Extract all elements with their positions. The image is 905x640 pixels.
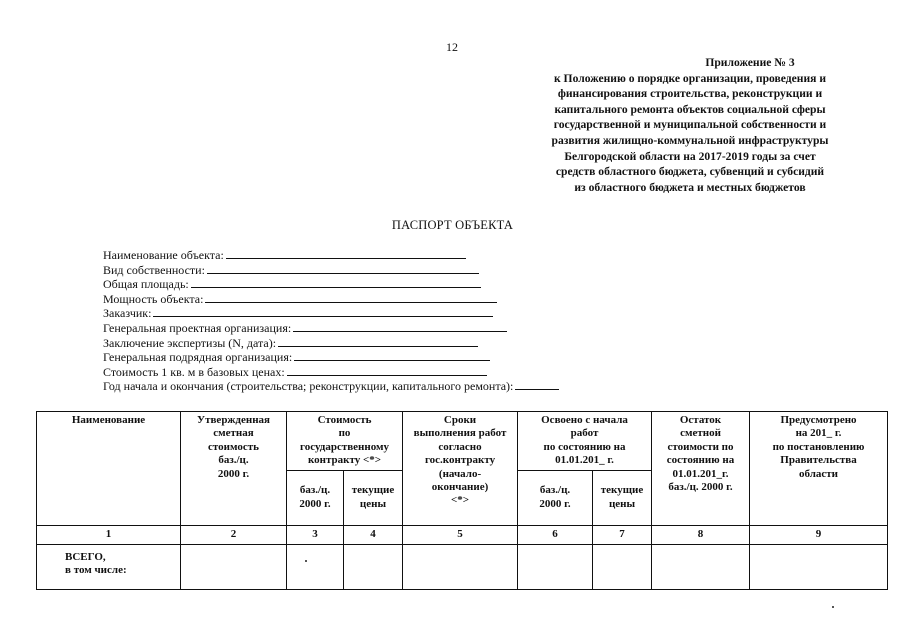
field-design-org bbox=[103, 321, 559, 336]
total-row bbox=[37, 544, 888, 589]
column-number: 2 bbox=[181, 525, 287, 544]
header-terms: Сроки выполнения работ согласно гос.контракту (начало- окончание) <*> bbox=[403, 412, 518, 526]
header-remainder: Остаток сметной стоимости по состоянию на 01.01.201_г. баз./ц. 2000 г. bbox=[652, 412, 750, 526]
appendix-line: средств областного бюджета, субвенций и субсидий bbox=[555, 165, 825, 179]
field-label: Генеральная подрядная организация: bbox=[103, 350, 293, 365]
fill-line[interactable] bbox=[191, 277, 481, 288]
appendix-title: Приложение № 3 bbox=[705, 56, 795, 69]
appendix-line: из областного бюджета и местных бюджетов bbox=[574, 180, 806, 194]
field-label: Мощность объекта: bbox=[103, 291, 204, 306]
fill-line[interactable] bbox=[207, 263, 479, 274]
header-approved-cost: Утвержденная сметная стоимость баз./ц. 2000 г. bbox=[181, 412, 287, 526]
column-number: 7 bbox=[593, 525, 652, 544]
header-mastered-current: текущие цены bbox=[593, 470, 652, 525]
field-label: Стоимость 1 кв. м в базовых ценах: bbox=[103, 364, 285, 379]
field-label: Генеральная проектная организация: bbox=[103, 320, 292, 335]
table-cell[interactable] bbox=[287, 544, 344, 589]
table-cell[interactable] bbox=[750, 544, 888, 589]
header-row bbox=[37, 412, 888, 471]
field-sqm-cost bbox=[103, 365, 559, 380]
field-label: Вид собственности: bbox=[103, 262, 205, 277]
table-cell[interactable] bbox=[181, 544, 287, 589]
appendix-line: Белгородской области на 2017-2019 годы за счет bbox=[564, 149, 816, 163]
table-cell[interactable] bbox=[403, 544, 518, 589]
object-fields bbox=[103, 248, 559, 394]
total-label: ВСЕГО, в том числе: bbox=[37, 544, 181, 589]
appendix-line: развития жилищно-коммунальной инфраструктуры bbox=[551, 133, 829, 147]
field-label: Заказчик: bbox=[103, 306, 152, 321]
appendix-block bbox=[520, 55, 860, 195]
header-contract-cost: Стоимость по государственному контракту <*> bbox=[287, 412, 403, 471]
header-mastered: Освоено с начала работ по состоянию на 01.01.201_ г. bbox=[518, 412, 652, 471]
table-cell[interactable] bbox=[593, 544, 652, 589]
fill-line[interactable] bbox=[293, 321, 507, 332]
fill-line[interactable] bbox=[294, 350, 490, 361]
page-number: 12 bbox=[446, 40, 458, 54]
column-number: 8 bbox=[652, 525, 750, 544]
scan-speck bbox=[832, 606, 834, 608]
header-contract-base: баз./ц. 2000 г. bbox=[287, 470, 344, 525]
fill-line[interactable] bbox=[205, 292, 497, 303]
document-title: ПАСПОРТ ОБЪЕКТА bbox=[391, 218, 514, 232]
appendix-line: государственной и муниципальной собственности и bbox=[553, 118, 827, 132]
fill-line[interactable] bbox=[278, 336, 478, 347]
field-ownership bbox=[103, 263, 559, 278]
column-number: 4 bbox=[344, 525, 403, 544]
field-capacity bbox=[103, 292, 559, 307]
fill-line[interactable] bbox=[515, 379, 559, 390]
fill-line[interactable] bbox=[287, 365, 487, 376]
field-label: Наименование объекта: bbox=[103, 248, 224, 262]
appendix-line: финансирования строительства, реконструкции и bbox=[557, 87, 823, 101]
field-years bbox=[103, 379, 559, 394]
header-mastered-base: баз./ц. 2000 г. bbox=[518, 470, 593, 525]
column-number: 6 bbox=[518, 525, 593, 544]
table-cell[interactable] bbox=[518, 544, 593, 589]
field-contractor bbox=[103, 350, 559, 365]
fill-line[interactable] bbox=[153, 306, 493, 317]
header-name: Наименование bbox=[37, 412, 181, 526]
appendix-line: капитального ремонта объектов социальной сферы bbox=[554, 102, 826, 116]
column-number: 5 bbox=[403, 525, 518, 544]
field-label: Общая площадь: bbox=[103, 277, 189, 292]
column-number: 9 bbox=[750, 525, 888, 544]
field-label: Год начала и окончания (строительства; реконструкции, капитального ремонта): bbox=[103, 379, 514, 394]
table-cell[interactable] bbox=[344, 544, 403, 589]
column-number: 3 bbox=[287, 525, 344, 544]
column-number: 1 bbox=[37, 525, 181, 544]
passport-table bbox=[36, 411, 888, 590]
scan-speck bbox=[305, 560, 307, 562]
field-label: Заключение экспертизы (N, дата): bbox=[103, 335, 277, 350]
fill-line[interactable] bbox=[226, 248, 466, 259]
field-customer bbox=[103, 306, 559, 321]
table-cell[interactable] bbox=[652, 544, 750, 589]
appendix-line: к Положению о порядке организации, проведения и bbox=[553, 71, 827, 85]
field-object-name bbox=[103, 248, 559, 263]
field-total-area bbox=[103, 277, 559, 292]
header-planned: Предусмотрено на 201_ г. по постановлению Правительства области bbox=[750, 412, 888, 526]
column-number-row bbox=[37, 525, 888, 544]
field-expertise bbox=[103, 336, 559, 351]
header-contract-current: текущие цены bbox=[344, 470, 403, 525]
